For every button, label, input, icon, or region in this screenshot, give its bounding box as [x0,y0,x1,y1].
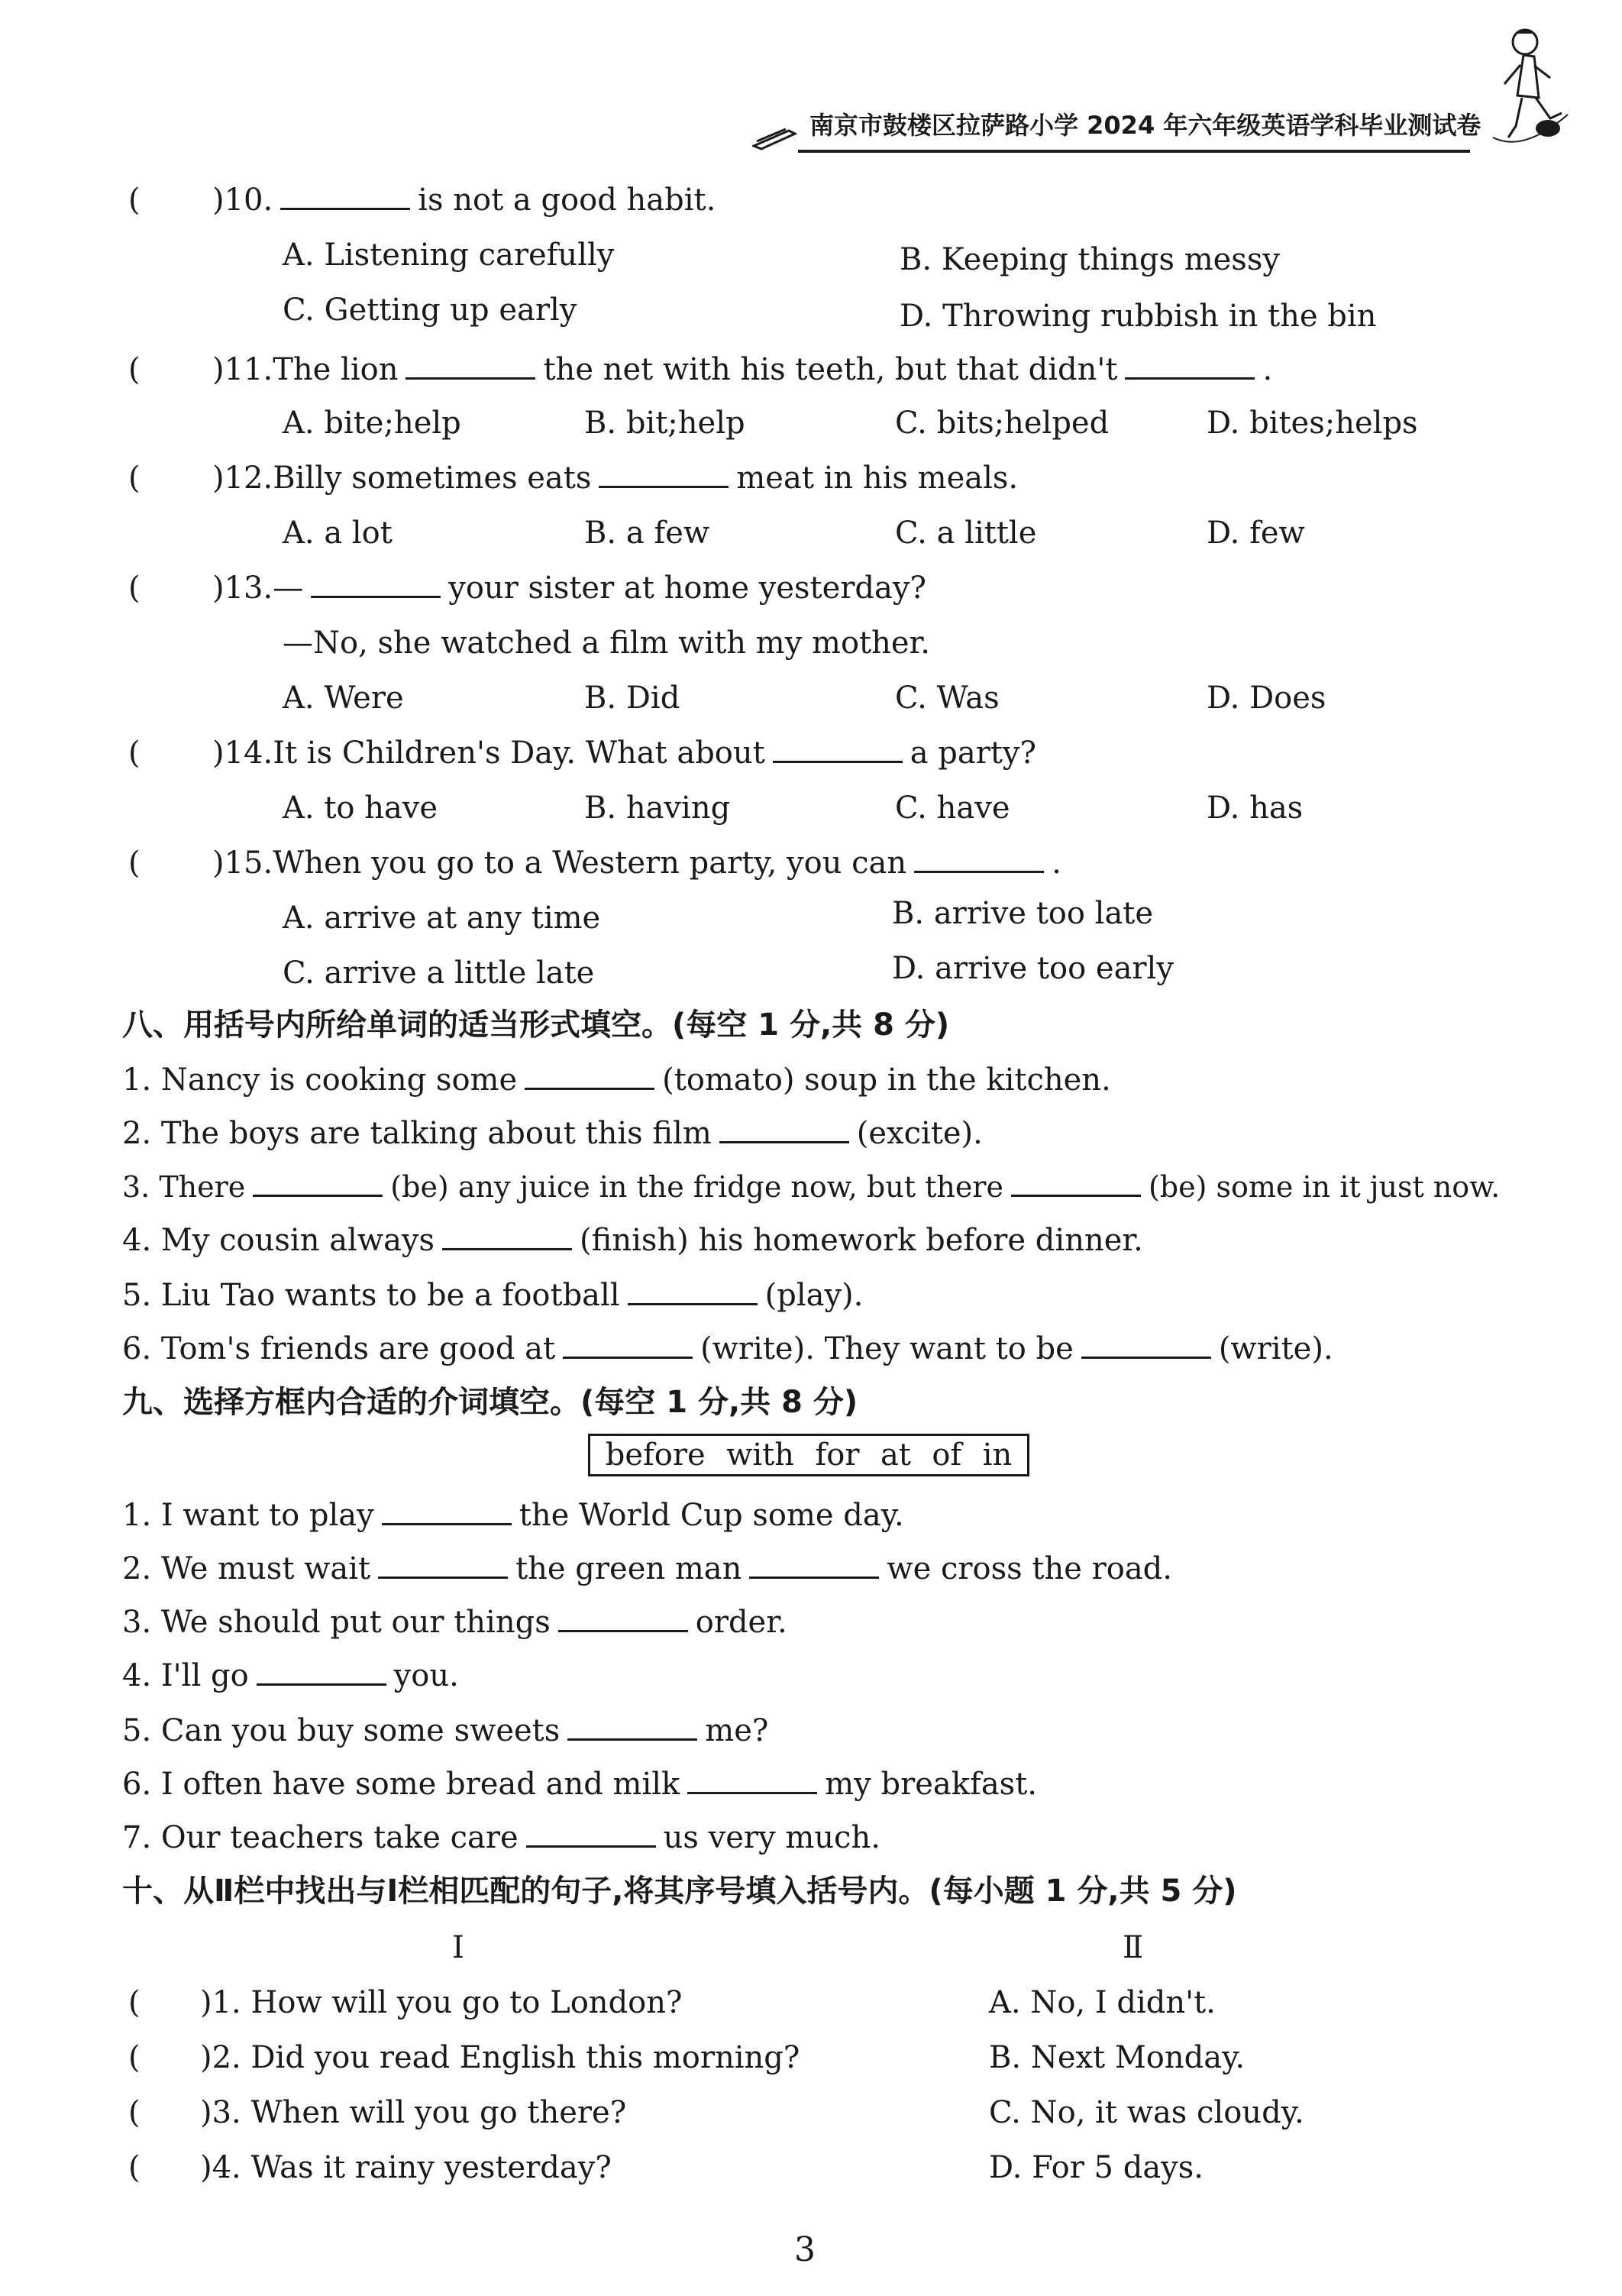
answer-blank[interactable] [914,845,1044,873]
answer-blank[interactable] [526,1819,656,1848]
match-right-b: B. Next Monday. [989,2040,1246,2075]
answer-paren[interactable]: ( [128,846,141,881]
option-a: A. arrive at any time [283,901,601,936]
prep-item-4: 4. I'll go you. [122,1658,459,1693]
prep-item-7: 7. Our teachers take care us very much. [122,1820,880,1855]
answer-paren[interactable]: ( [128,352,141,387]
fill-item-3: 3. There (be) any juice in the fridge now, but there (be) some in it just now. [122,1170,1501,1204]
answer-blank[interactable] [406,351,535,380]
option-c: C. a little [895,516,1037,551]
fill-item-1: 1. Nancy is cooking some (tomato) soup in the kitchen. [122,1062,1111,1098]
option-b: B. bit;help [584,406,745,441]
page-number: 3 [794,2230,816,2269]
answer-paren[interactable]: ( [128,183,141,218]
section-10-heading: 十、从Ⅱ栏中找出与Ⅰ栏相匹配的句子,将其序号填入括号内。(每小题 1 分,共 5 分) [122,1874,1237,1909]
match-left-3: )3. When will you go there? [200,2095,627,2130]
option-c: C. Was [895,681,1000,716]
answer-blank[interactable] [719,1115,849,1143]
answer-paren[interactable]: ( [128,571,141,606]
answer-paren[interactable]: ( [128,2095,141,2130]
word: in [982,1437,1013,1473]
match-left-1: )1. How will you go to London? [200,1985,683,2020]
option-b: B. arrive too late [892,896,1154,931]
answer-blank[interactable] [382,1497,512,1525]
option-d: D. bites;helps [1207,406,1418,441]
question-10: )10. is not a good habit. [212,183,716,218]
question-11: )11.The lion the net with his teeth, but that didn't . [212,352,1273,387]
prep-item-5: 5. Can you buy some sweets me? [122,1713,769,1748]
answer-blank[interactable] [567,1712,697,1741]
fill-item-2: 2. The boys are talking about this film (excite). [122,1116,983,1151]
word: with [726,1437,795,1473]
answer-blank[interactable] [773,735,903,763]
option-b: B. having [584,791,731,826]
column-2-header: Ⅱ [1123,1930,1144,1965]
word: at [880,1437,911,1473]
word-box [588,1434,1029,1476]
answer-blank[interactable] [442,1222,572,1250]
column-1-header: I [452,1930,464,1965]
question-12: )12.Billy sometimes eats meat in his meals. [212,461,1019,496]
answer-paren[interactable]: ( [128,2040,141,2075]
option-b: B. Did [584,681,680,716]
question-14: )14.It is Children's Day. What about a party? [212,736,1036,771]
answer-blank[interactable] [525,1062,654,1090]
answer-blank[interactable] [378,1551,508,1579]
answer-blank[interactable] [558,1604,688,1632]
option-b: B. a few [584,516,710,551]
option-d: D. Does [1207,681,1326,716]
question-number: )10. [212,183,273,218]
answer-blank[interactable] [280,182,410,210]
header-title: 南京市鼓楼区拉萨路小学 2024 年六年级英语学科毕业测试卷 [809,111,1481,140]
option-a: A. a lot [283,516,393,551]
match-right-d: D. For 5 days. [989,2150,1204,2185]
option-c: C. have [895,791,1010,826]
answer-blank[interactable] [599,460,729,488]
match-right-c: C. No, it was cloudy. [989,2095,1304,2130]
header-rule [798,150,1470,153]
fill-item-5: 5. Liu Tao wants to be a football (play). [122,1278,864,1313]
question-13: )13.— your sister at home yesterday? [212,571,926,606]
answer-blank[interactable] [253,1169,383,1197]
answer-blank[interactable] [563,1331,693,1359]
option-d: D. few [1207,516,1305,551]
match-left-4: )4. Was it rainy yesterday? [200,2150,612,2185]
option-a: A. Were [283,681,404,716]
answer-paren[interactable]: ( [128,1985,141,2020]
prep-item-3: 3. We should put our things order. [122,1605,787,1640]
option-c: C. arrive a little late [283,956,595,991]
pencil-icon [752,126,798,150]
option-c: C. Getting up early [283,293,577,328]
fill-item-4: 4. My cousin always (finish) his homework before dinner. [122,1223,1143,1258]
option-d: D. has [1207,791,1304,826]
answer-blank[interactable] [749,1551,879,1579]
answer-blank[interactable] [1125,351,1255,380]
answer-blank[interactable] [311,570,441,598]
option-a: A. to have [283,791,438,826]
match-left-2: )2. Did you read English this morning? [200,2040,800,2075]
answer-paren[interactable]: ( [128,461,141,496]
answer-blank[interactable] [1081,1331,1211,1359]
prep-item-6: 6. I often have some bread and milk my breakfast. [122,1767,1037,1802]
option-a: A. bite;help [283,406,461,441]
section-9-heading: 九、选择方框内合适的介词填空。(每空 1 分,共 8 分) [122,1385,858,1420]
answer-blank[interactable] [628,1277,758,1305]
answer-blank[interactable] [1011,1169,1141,1197]
answer-blank[interactable] [257,1657,386,1686]
word: for [815,1437,860,1473]
answer-paren[interactable]: ( [128,736,141,771]
option-d: D. Throwing rubbish in the bin [900,299,1377,334]
match-right-a: A. No, I didn't. [989,1985,1216,2020]
option-b: B. Keeping things messy [900,242,1280,277]
prep-item-2: 2. We must wait the green man we cross the road. [122,1551,1172,1586]
answer-paren[interactable]: ( [128,2150,141,2185]
prep-item-1: 1. I want to play the World Cup some day. [122,1498,904,1533]
runner-illustration [1478,23,1577,153]
fill-item-6: 6. Tom's friends are good at (write). They want to be (write). [122,1331,1333,1366]
option-a: A. Listening carefully [283,238,615,273]
option-c: C. bits;helped [895,406,1110,441]
section-8-heading: 八、用括号内所给单词的适当形式填空。(每空 1 分,共 8 分) [122,1007,950,1043]
option-d: D. arrive too early [892,951,1174,986]
word: of [932,1437,962,1473]
answer-blank[interactable] [687,1766,817,1794]
question-15: )15.When you go to a Western party, you can . [212,846,1061,881]
word: before [605,1437,706,1473]
question-13-reply: —No, she watched a film with my mother. [283,626,930,661]
